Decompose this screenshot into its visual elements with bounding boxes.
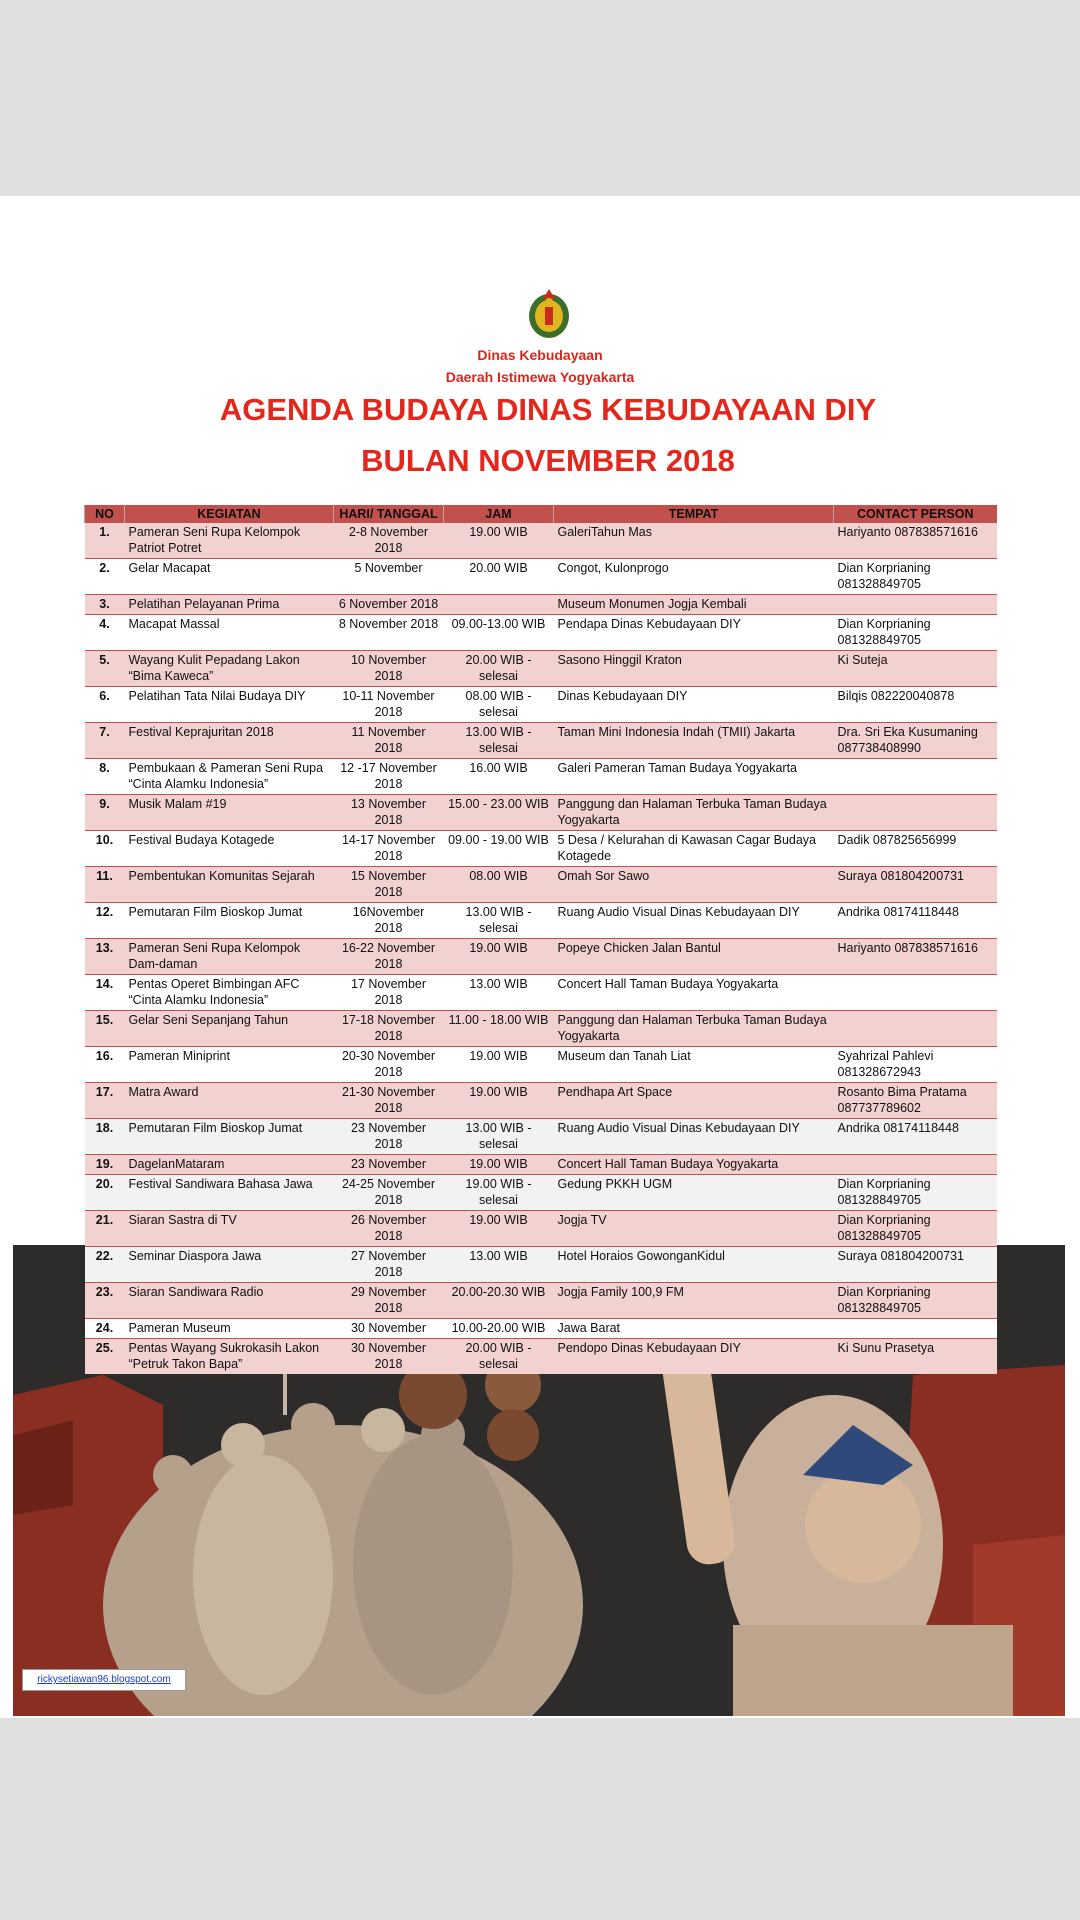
cell-kegiatan: Festival Budaya Kotagede: [125, 831, 334, 867]
cell-contact: Bilqis 082220040878: [834, 687, 997, 723]
cell-kegiatan: Matra Award: [125, 1083, 334, 1119]
cell-tempat: Museum Monumen Jogja Kembali: [554, 595, 834, 615]
col-header-no: NO: [85, 505, 125, 523]
cell-tempat: Panggung dan Halaman Terbuka Taman Budaya Yogyakarta: [554, 1011, 834, 1047]
cell-kegiatan: Gelar Macapat: [125, 559, 334, 595]
table-row: [85, 723, 997, 759]
cell-jam: 20.00 WIB - selesai: [444, 651, 554, 687]
cell-kegiatan: Pameran Seni Rupa Kelompok Patriot Potret: [125, 523, 334, 559]
table-row: [85, 759, 997, 795]
cell-jam: 13.00 WIB - selesai: [444, 723, 554, 759]
cell-tempat: Popeye Chicken Jalan Bantul: [554, 939, 834, 975]
table-row: [85, 939, 997, 975]
table-row: [85, 1155, 997, 1175]
cell-no: 22.: [85, 1247, 125, 1283]
cell-no: 10.: [85, 831, 125, 867]
cell-no: 3.: [85, 595, 125, 615]
table-row: [85, 615, 997, 651]
cell-no: 24.: [85, 1319, 125, 1339]
table-row: [85, 1283, 997, 1319]
cell-tempat: Congot, Kulonprogo: [554, 559, 834, 595]
org-name-line1: Dinas Kebudayaan: [477, 347, 603, 363]
table-row: [85, 831, 997, 867]
cell-tanggal: 27 November 2018: [334, 1247, 444, 1283]
cell-tanggal: 23 November: [334, 1155, 444, 1175]
table-row: [85, 1175, 997, 1211]
cell-jam: 13.00 WIB - selesai: [444, 903, 554, 939]
table-row: [85, 687, 997, 723]
cell-contact: Hariyanto 087838571616: [834, 523, 997, 559]
cell-tanggal: 16November 2018: [334, 903, 444, 939]
cell-contact: [834, 975, 997, 1011]
cell-tanggal: 6 November 2018: [334, 595, 444, 615]
cell-contact: Andrika 08174118448: [834, 1119, 997, 1155]
cell-tanggal: 2-8 November 2018: [334, 523, 444, 559]
cell-kegiatan: Pelatihan Tata Nilai Budaya DIY: [125, 687, 334, 723]
cell-tempat: Pendhapa Art Space: [554, 1083, 834, 1119]
cell-contact: [834, 1155, 997, 1175]
cell-tempat: Concert Hall Taman Budaya Yogyakarta: [554, 1155, 834, 1175]
page-title: AGENDA BUDAYA DINAS KEBUDAYAAN DIY: [219, 392, 877, 427]
cell-tanggal: 14-17 November 2018: [334, 831, 444, 867]
cell-tanggal: 13 November 2018: [334, 795, 444, 831]
cell-jam: 13.00 WIB: [444, 1247, 554, 1283]
cell-kegiatan: Seminar Diaspora Jawa: [125, 1247, 334, 1283]
cell-contact: [834, 1011, 997, 1047]
cell-tempat: Taman Mini Indonesia Indah (TMII) Jakarta: [554, 723, 834, 759]
cell-no: 25.: [85, 1339, 125, 1375]
table-row: [85, 523, 997, 559]
cell-contact: Rosanto Bima Pratama 087737789602: [834, 1083, 997, 1119]
cell-no: 1.: [85, 523, 125, 559]
cell-contact: Ki Sunu Prasetya: [834, 1339, 997, 1375]
cell-contact: [834, 795, 997, 831]
cell-tanggal: 15 November 2018: [334, 867, 444, 903]
cell-no: 7.: [85, 723, 125, 759]
cell-kegiatan: Pentas Operet Bimbingan AFC “Cinta Alamku Indonesia”: [125, 975, 334, 1011]
cell-jam: 20.00 WIB: [444, 559, 554, 595]
cell-jam: 11.00 - 18.00 WIB: [444, 1011, 554, 1047]
cell-jam: 09.00-13.00 WIB: [444, 615, 554, 651]
cell-no: 23.: [85, 1283, 125, 1319]
cell-jam: 19.00 WIB: [444, 1083, 554, 1119]
cell-tempat: Pendopo Dinas Kebudayaan DIY: [554, 1339, 834, 1375]
table-row: [85, 1119, 997, 1155]
cell-tanggal: 20-30 November 2018: [334, 1047, 444, 1083]
cell-jam: 16.00 WIB: [444, 759, 554, 795]
cell-kegiatan: Pameran Seni Rupa Kelompok Dam-daman: [125, 939, 334, 975]
cell-tempat: Jawa Barat: [554, 1319, 834, 1339]
org-name-line2: Daerah Istimewa Yogyakarta: [445, 369, 635, 385]
cell-no: 15.: [85, 1011, 125, 1047]
table-row: [85, 1339, 997, 1375]
cell-no: 2.: [85, 559, 125, 595]
cell-no: 12.: [85, 903, 125, 939]
cell-kegiatan: Pembukaan & Pameran Seni Rupa “Cinta Alamku Indonesia”: [125, 759, 334, 795]
cell-kegiatan: Musik Malam #19: [125, 795, 334, 831]
col-header-kegiatan: KEGIATAN: [125, 505, 334, 523]
cell-kegiatan: DagelanMataram: [125, 1155, 334, 1175]
cell-tempat: Omah Sor Sawo: [554, 867, 834, 903]
table-row: [85, 1047, 997, 1083]
table-row: [85, 1247, 997, 1283]
cell-no: 5.: [85, 651, 125, 687]
cell-contact: Dian Korprianing 081328849705: [834, 1211, 997, 1247]
cell-contact: Hariyanto 087838571616: [834, 939, 997, 975]
cell-no: 4.: [85, 615, 125, 651]
cell-jam: 13.00 WIB: [444, 975, 554, 1011]
cell-jam: 19.00 WIB: [444, 523, 554, 559]
cell-tempat: Jogja Family 100,9 FM: [554, 1283, 834, 1319]
cell-tanggal: 11 November 2018: [334, 723, 444, 759]
emblem-icon: [526, 287, 572, 341]
cell-no: 16.: [85, 1047, 125, 1083]
cell-tanggal: 17-18 November 2018: [334, 1011, 444, 1047]
table-row: [85, 975, 997, 1011]
cell-jam: 10.00-20.00 WIB: [444, 1319, 554, 1339]
cell-jam: 08.00 WIB - selesai: [444, 687, 554, 723]
cell-no: 6.: [85, 687, 125, 723]
table-row: [85, 795, 997, 831]
cell-jam: 20.00 WIB - selesai: [444, 1339, 554, 1375]
cell-tanggal: 17 November 2018: [334, 975, 444, 1011]
cell-contact: [834, 595, 997, 615]
cell-no: 21.: [85, 1211, 125, 1247]
cell-contact: Suraya 081804200731: [834, 1247, 997, 1283]
cell-kegiatan: Festival Keprajuritan 2018: [125, 723, 334, 759]
cell-kegiatan: Pentas Wayang Sukrokasih Lakon “Petruk Takon Bapa”: [125, 1339, 334, 1375]
cell-jam: 19.00 WIB: [444, 1155, 554, 1175]
cell-contact: Syahrizal Pahlevi 081328672943: [834, 1047, 997, 1083]
agenda-table: [84, 505, 997, 1374]
cell-tempat: Jogja TV: [554, 1211, 834, 1247]
cell-no: 11.: [85, 867, 125, 903]
cell-tempat: Gedung PKKH UGM: [554, 1175, 834, 1211]
cell-tanggal: 16-22 November 2018: [334, 939, 444, 975]
cell-no: 20.: [85, 1175, 125, 1211]
cell-no: 17.: [85, 1083, 125, 1119]
cell-no: 9.: [85, 795, 125, 831]
cell-no: 13.: [85, 939, 125, 975]
cell-contact: Dian Korprianing 081328849705: [834, 615, 997, 651]
cell-contact: Dian Korprianing 081328849705: [834, 559, 997, 595]
cell-kegiatan: Pameran Museum: [125, 1319, 334, 1339]
cell-tanggal: 8 November 2018: [334, 615, 444, 651]
cell-jam: 19.00 WIB: [444, 939, 554, 975]
cell-kegiatan: Wayang Kulit Pepadang Lakon “Bima Kaweca”: [125, 651, 334, 687]
cell-tanggal: 10 November 2018: [334, 651, 444, 687]
cell-tanggal: 10-11 November 2018: [334, 687, 444, 723]
source-link[interactable]: rickysetiawan96.blogspot.com: [22, 1669, 186, 1691]
cell-contact: Dian Korprianing 081328849705: [834, 1175, 997, 1211]
cell-jam: 20.00-20.30 WIB: [444, 1283, 554, 1319]
cell-contact: [834, 1319, 997, 1339]
cell-kegiatan: Gelar Seni Sepanjang Tahun: [125, 1011, 334, 1047]
cell-tempat: Concert Hall Taman Budaya Yogyakarta: [554, 975, 834, 1011]
cell-jam: 15.00 - 23.00 WIB: [444, 795, 554, 831]
cell-kegiatan: Pembentukan Komunitas Sejarah: [125, 867, 334, 903]
cell-no: 14.: [85, 975, 125, 1011]
cell-jam: 19.00 WIB: [444, 1047, 554, 1083]
cell-kegiatan: Festival Sandiwara Bahasa Jawa: [125, 1175, 334, 1211]
cell-tempat: Panggung dan Halaman Terbuka Taman Budaya Yogyakarta: [554, 795, 834, 831]
cell-no: 19.: [85, 1155, 125, 1175]
cell-kegiatan: Siaran Sastra di TV: [125, 1211, 334, 1247]
col-header-tanggal: HARI/ TANGGAL: [334, 505, 444, 523]
cell-tanggal: 30 November: [334, 1319, 444, 1339]
cell-kegiatan: Pemutaran Film Bioskop Jumat: [125, 903, 334, 939]
cell-jam: 19.00 WIB: [444, 1211, 554, 1247]
cell-jam: 09.00 - 19.00 WIB: [444, 831, 554, 867]
cell-tempat: Dinas Kebudayaan DIY: [554, 687, 834, 723]
cell-contact: Dian Korprianing 081328849705: [834, 1283, 997, 1319]
cell-contact: Dadik 087825656999: [834, 831, 997, 867]
cell-tempat: Ruang Audio Visual Dinas Kebudayaan DIY: [554, 903, 834, 939]
table-row: [85, 1319, 997, 1339]
cell-tempat: Museum dan Tanah Liat: [554, 1047, 834, 1083]
cell-contact: [834, 759, 997, 795]
cell-contact: Dra. Sri Eka Kusumaning 087738408990: [834, 723, 997, 759]
cell-contact: Ki Suteja: [834, 651, 997, 687]
table-row: [85, 903, 997, 939]
cell-tanggal: 29 November 2018: [334, 1283, 444, 1319]
table-row: [85, 1083, 997, 1119]
cell-kegiatan: Siaran Sandiwara Radio: [125, 1283, 334, 1319]
cell-tanggal: 21-30 November 2018: [334, 1083, 444, 1119]
table-row: [85, 651, 997, 687]
cell-kegiatan: Macapat Massal: [125, 615, 334, 651]
table-row: [85, 559, 997, 595]
table-row: [85, 867, 997, 903]
col-header-tempat: TEMPAT: [554, 505, 834, 523]
cell-jam: 08.00 WIB: [444, 867, 554, 903]
page-subtitle: BULAN NOVEMBER 2018: [361, 443, 735, 478]
cell-jam: 13.00 WIB - selesai: [444, 1119, 554, 1155]
cell-tanggal: 12 -17 November 2018: [334, 759, 444, 795]
cell-kegiatan: Pemutaran Film Bioskop Jumat: [125, 1119, 334, 1155]
cell-tempat: Pendapa Dinas Kebudayaan DIY: [554, 615, 834, 651]
cell-jam: 19.00 WIB - selesai: [444, 1175, 554, 1211]
cell-tempat: Ruang Audio Visual Dinas Kebudayaan DIY: [554, 1119, 834, 1155]
cell-kegiatan: Pelatihan Pelayanan Prima: [125, 595, 334, 615]
table-row: [85, 1211, 997, 1247]
col-header-contact: CONTACT PERSON: [834, 505, 997, 523]
table-header-row: [85, 505, 997, 523]
cell-no: 8.: [85, 759, 125, 795]
cell-tempat: GaleriTahun Mas: [554, 523, 834, 559]
cell-tanggal: 30 November 2018: [334, 1339, 444, 1375]
cell-contact: Suraya 081804200731: [834, 867, 997, 903]
cell-tempat: Hotel Horaios GowonganKidul: [554, 1247, 834, 1283]
cell-tanggal: 24-25 November 2018: [334, 1175, 444, 1211]
col-header-jam: JAM: [444, 505, 554, 523]
cell-tempat: Galeri Pameran Taman Budaya Yogyakarta: [554, 759, 834, 795]
cell-contact: Andrika 08174118448: [834, 903, 997, 939]
table-row: [85, 595, 997, 615]
cell-tanggal: 26 November 2018: [334, 1211, 444, 1247]
cell-tempat: Sasono Hinggil Kraton: [554, 651, 834, 687]
cell-tanggal: 23 November 2018: [334, 1119, 444, 1155]
table-row: [85, 1011, 997, 1047]
cell-jam: [444, 595, 554, 615]
cell-kegiatan: Pameran Miniprint: [125, 1047, 334, 1083]
cell-no: 18.: [85, 1119, 125, 1155]
cell-tempat: 5 Desa / Kelurahan di Kawasan Cagar Budaya Kotagede: [554, 831, 834, 867]
cell-tanggal: 5 November: [334, 559, 444, 595]
table-body: [85, 523, 997, 1375]
